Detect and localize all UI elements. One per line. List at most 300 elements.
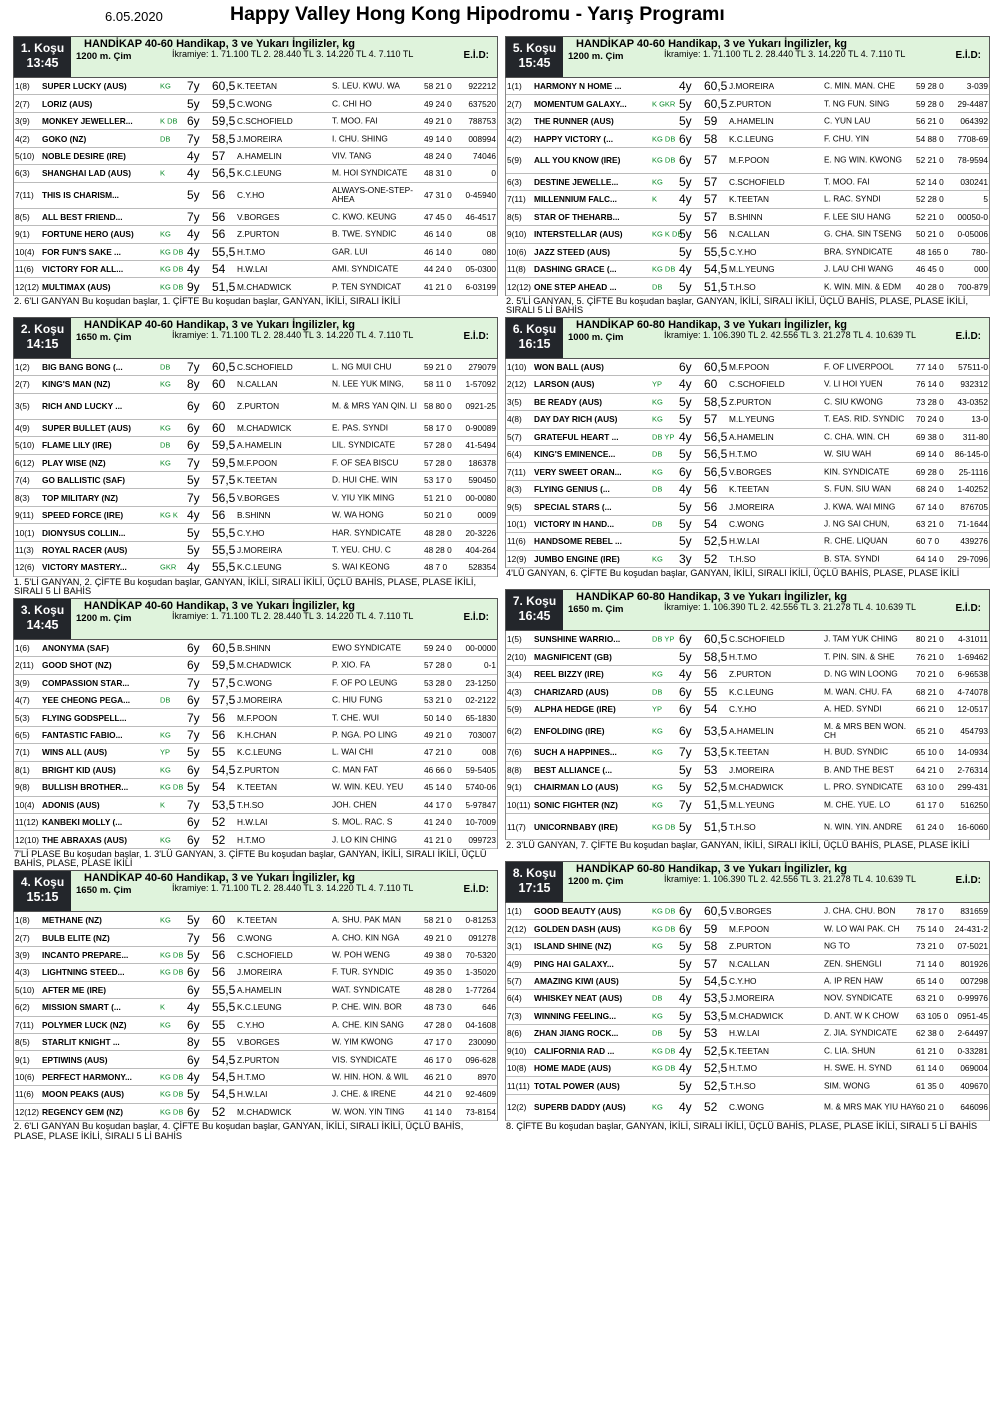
recent-form: 16-6060 bbox=[957, 821, 988, 832]
horse-name: SPECIAL STARS (... bbox=[534, 501, 612, 512]
recent-form: 0-33281 bbox=[957, 1045, 988, 1056]
owner-name: M. HOI SYNDICATE bbox=[332, 167, 408, 178]
runner-number: 4(3) bbox=[15, 967, 30, 978]
jockey-name: M.F.POON bbox=[237, 457, 278, 468]
race-title: HANDİKAP 60-80 Handikap, 3 ve Yukarı İngilizler, kg bbox=[576, 318, 848, 331]
recent-form: 831659 bbox=[960, 906, 988, 917]
runner-row bbox=[506, 278, 989, 295]
horse-name: ONE STEP AHEAD ... bbox=[534, 281, 617, 292]
jockey-name: C.SCHOFIELD bbox=[237, 362, 293, 373]
owner-name: V. YIU YIK MING bbox=[332, 492, 395, 503]
horse-age: 5y bbox=[187, 525, 200, 540]
recent-form: 08 bbox=[486, 229, 496, 240]
jockey-name: H.W.LAI bbox=[237, 817, 268, 828]
race-prize: İkramiye: 1. 71.100 TL 2. 28.440 TL 3. 14.220 TL 4. 7.110 TL bbox=[172, 49, 414, 59]
runner-number: 3(4) bbox=[507, 669, 522, 680]
runner-number: 10(6) bbox=[15, 1072, 35, 1083]
runner-number: 4(7) bbox=[15, 695, 30, 706]
runner-number: 10(6) bbox=[507, 246, 527, 257]
owner-name: C. CHI HO bbox=[332, 98, 372, 109]
jockey-name: H.W.LAI bbox=[729, 536, 760, 547]
equipment-codes: KG bbox=[160, 229, 171, 239]
horse-weight: 52,5 bbox=[704, 534, 728, 549]
rating-stats: 70 21 0 bbox=[916, 669, 944, 680]
equipment-codes: KG DB bbox=[652, 906, 676, 916]
race-header bbox=[505, 36, 990, 78]
horse-name: RICH AND LUCKY ... bbox=[42, 401, 123, 412]
horse-weight: 56,5 bbox=[704, 464, 728, 479]
recent-form: 030241 bbox=[960, 176, 988, 187]
recent-form: 4-31011 bbox=[958, 634, 988, 645]
horse-weight: 55 bbox=[212, 1035, 226, 1050]
rating-stats: 61 35 0 bbox=[916, 1080, 944, 1091]
race-time: 14:15 bbox=[26, 336, 59, 351]
horse-name: AFTER ME (IRE) bbox=[42, 984, 107, 995]
rating-stats: 58 21 0 bbox=[424, 915, 452, 926]
rating-stats: 65 14 0 bbox=[916, 975, 944, 986]
runner-row bbox=[14, 559, 497, 576]
rating-stats: 68 24 0 bbox=[916, 484, 944, 495]
owner-name: J. CHE. & IRENE bbox=[332, 1088, 397, 1099]
jockey-name: K.TEETAN bbox=[729, 1045, 769, 1056]
race-title: HANDİKAP 40-60 Handikap, 3 ve Yukarı İngilizler, kg bbox=[84, 599, 356, 612]
horse-name: FLYING GODSPELL... bbox=[42, 712, 127, 723]
runner-row bbox=[506, 130, 989, 147]
jockey-name: V.BORGES bbox=[237, 211, 280, 222]
horse-age: 5y bbox=[187, 913, 200, 928]
rating-stats: 58 17 0 bbox=[424, 422, 452, 433]
owner-name: A. IP REN HAW bbox=[824, 975, 884, 986]
equipment-codes: KG DB bbox=[652, 134, 676, 144]
jockey-name: M.CHADWICK bbox=[729, 782, 784, 793]
owner-name: H. SWE. H. SYND bbox=[824, 1062, 892, 1073]
owner-name: T. NG FUN. SING bbox=[824, 98, 890, 109]
race-title: HANDİKAP 40-60 Handikap, 3 ve Yukarı İngilizler, kg bbox=[84, 318, 356, 331]
rating-stats: 52 21 0 bbox=[916, 211, 944, 222]
rating-stats: 40 28 0 bbox=[916, 281, 944, 292]
owner-name: AMI. SYNDICATE bbox=[332, 263, 399, 274]
recent-form: 528354 bbox=[468, 562, 496, 573]
horse-name: SUNSHINE WARRIO... bbox=[534, 634, 621, 645]
horse-weight: 55,5 bbox=[212, 982, 236, 997]
horse-age: 5y bbox=[187, 188, 200, 203]
horse-name: STARLIT KNIGHT ... bbox=[42, 1037, 120, 1048]
race-distance: 1650 m. Çim bbox=[76, 884, 132, 896]
runner-row bbox=[14, 1051, 497, 1068]
recent-form: 922212 bbox=[468, 81, 496, 92]
runner-number: 2(7) bbox=[15, 379, 30, 390]
horse-name: ALPHA HEDGE (IRE) bbox=[534, 704, 616, 715]
owner-name: J. KWA. WAI MING bbox=[824, 501, 896, 512]
owner-name: Z. JIA. SYNDICATE bbox=[824, 1027, 898, 1038]
jockey-name: M.L.YEUNG bbox=[729, 799, 775, 810]
recent-form: 00-0000 bbox=[465, 642, 496, 653]
horse-age: 5y bbox=[187, 1087, 200, 1102]
horse-age: 4y bbox=[679, 429, 692, 444]
runner-row bbox=[14, 244, 497, 261]
runner-number: 5(9) bbox=[507, 155, 522, 166]
horse-age: 4y bbox=[187, 227, 200, 242]
recent-form: 091278 bbox=[468, 932, 496, 943]
owner-name: K. WIN. MIN. & EDM bbox=[824, 281, 901, 292]
horse-name: KANBEKI MOLLY (... bbox=[42, 817, 123, 828]
horse-weight: 55,5 bbox=[704, 244, 728, 259]
race-number: 6. Koşu bbox=[512, 321, 557, 336]
race-distance: 1200 m. Çim bbox=[76, 612, 132, 624]
horse-weight: 55,5 bbox=[212, 525, 236, 540]
horse-weight: 60,5 bbox=[212, 79, 236, 94]
jockey-name: K.C.LEUNG bbox=[729, 686, 774, 697]
runner-number: 11(6) bbox=[15, 264, 34, 275]
equipment-codes: KG bbox=[652, 414, 663, 424]
race-number-badge bbox=[14, 37, 71, 77]
owner-name: P. NGA. PO LING bbox=[332, 729, 398, 740]
runner-row bbox=[14, 113, 497, 130]
eid-label: E.İ.D: bbox=[463, 330, 489, 342]
owner-name: L. NG MUI CHU bbox=[332, 361, 392, 372]
horse-age: 7y bbox=[187, 209, 200, 224]
horse-weight: 56,5 bbox=[212, 166, 236, 181]
horse-age: 5y bbox=[187, 745, 200, 760]
owner-name: J. NG SAI CHUN, bbox=[824, 518, 890, 529]
recent-form: 409670 bbox=[960, 1080, 988, 1091]
race-title: HANDİKAP 40-60 Handikap, 3 ve Yukarı İngilizler, kg bbox=[84, 38, 356, 50]
race-time: 17:15 bbox=[518, 881, 551, 895]
jockey-name: J.MOREIRA bbox=[729, 993, 775, 1004]
runner-number: 3(9) bbox=[15, 677, 30, 688]
runner-number: 7(4) bbox=[15, 475, 30, 486]
horse-weight: 60,5 bbox=[704, 79, 728, 94]
owner-name: F. CHU. YIN bbox=[824, 133, 870, 144]
owner-name: D. HUI CHE. WIN bbox=[332, 474, 398, 485]
runner-row bbox=[506, 394, 989, 411]
horse-age: 4y bbox=[679, 1100, 692, 1115]
race-title: HANDİKAP 60-80 Handikap, 3 ve Yukarı İngilizler, kg bbox=[576, 863, 848, 875]
owner-name: C. MIN. MAN. CHE bbox=[824, 80, 895, 91]
recent-form: 23-1250 bbox=[465, 677, 496, 688]
jockey-name: C.WONG bbox=[729, 1102, 765, 1113]
race-betting-note: 1. 5'Lİ GANYAN, 2. ÇİFTE Bu koşudan başlar, GANYAN, İKİLİ, SIRALI İKİLİ, ÜÇLÜ BAHİS, PLASE, PLASE İKİLİ, SIRALI 5 Lİ BAHİS bbox=[14, 576, 476, 597]
equipment-codes: KG bbox=[160, 730, 171, 740]
horse-age: 5y bbox=[679, 174, 692, 189]
recent-form: 788753 bbox=[468, 116, 496, 127]
equipment-codes: KG DB bbox=[160, 950, 184, 960]
runner-number: 5(3) bbox=[15, 712, 30, 723]
owner-name: P. CHE. WIN. BOR bbox=[332, 1001, 402, 1012]
horse-age: 5y bbox=[679, 1026, 692, 1041]
horse-age: 5y bbox=[679, 534, 692, 549]
recent-form: 0009 bbox=[477, 510, 496, 521]
rating-stats: 47 31 0 bbox=[424, 190, 452, 201]
horse-weight: 54,5 bbox=[212, 1052, 236, 1067]
recent-form: 24-431-2 bbox=[954, 923, 988, 934]
horse-age: 6y bbox=[187, 1017, 200, 1032]
equipment-codes: KG DB bbox=[160, 1107, 184, 1117]
horse-age: 4y bbox=[679, 1043, 692, 1058]
recent-form: 646 bbox=[482, 1002, 496, 1013]
horse-weight: 59,5 bbox=[212, 96, 236, 111]
rating-stats: 41 14 0 bbox=[424, 1106, 452, 1117]
jockey-name: Z.PURTON bbox=[237, 764, 280, 775]
rating-stats: 71 14 0 bbox=[916, 958, 944, 969]
equipment-codes: KG DB bbox=[652, 1046, 676, 1056]
recent-form: 186378 bbox=[468, 457, 496, 468]
horse-age: 5y bbox=[187, 780, 200, 795]
jockey-name: J.MOREIRA bbox=[237, 695, 283, 706]
owner-name: C. LIA. SHUN bbox=[824, 1045, 876, 1056]
owner-name: R. CHE. LIQUAN bbox=[824, 535, 888, 546]
runner-row bbox=[14, 999, 497, 1016]
horse-weight: 58,5 bbox=[704, 649, 728, 664]
rating-stats: 69 28 0 bbox=[916, 466, 944, 477]
recent-form: 70-5320 bbox=[465, 949, 496, 960]
runner-row bbox=[506, 516, 989, 533]
race-number: 7. Koşu bbox=[512, 594, 557, 609]
runner-row bbox=[506, 551, 989, 568]
owner-name: VIS. SYNDICATE bbox=[332, 1054, 397, 1065]
runner-row bbox=[14, 95, 497, 112]
runner-number: 12(12) bbox=[507, 281, 531, 292]
horse-weight: 55,5 bbox=[212, 1000, 236, 1015]
jockey-name: T.H.SO bbox=[729, 281, 756, 292]
jockey-name: B.SHINN bbox=[237, 510, 271, 521]
recent-form: 080 bbox=[482, 246, 496, 257]
horse-weight: 56,5 bbox=[704, 447, 728, 462]
runner-row bbox=[506, 744, 989, 761]
runner-row bbox=[14, 814, 497, 831]
runner-number: 2(12) bbox=[507, 923, 527, 934]
runner-number: 1(10) bbox=[507, 362, 527, 373]
rating-stats: 53 17 0 bbox=[424, 475, 452, 486]
recent-form: 230090 bbox=[468, 1037, 496, 1048]
runner-number: 8(3) bbox=[15, 492, 30, 503]
horse-age: 6y bbox=[187, 399, 200, 414]
owner-name: M. & MRS YAN QIN. LI bbox=[332, 400, 417, 411]
eid-label: E.İ.D: bbox=[955, 603, 981, 615]
horse-name: BEST ALLIANCE (... bbox=[534, 764, 613, 775]
horse-weight: 52,5 bbox=[704, 1043, 728, 1058]
horse-age: 4y bbox=[187, 560, 200, 575]
horse-age: 5y bbox=[679, 780, 692, 795]
runner-row bbox=[506, 920, 989, 937]
jockey-name: H.W.LAI bbox=[237, 1089, 268, 1100]
rating-stats: 49 14 0 bbox=[424, 133, 452, 144]
runner-number: 12(10) bbox=[15, 834, 39, 845]
horse-weight: 60,5 bbox=[704, 96, 728, 111]
recent-form: 6-03199 bbox=[465, 281, 496, 292]
race-card bbox=[505, 317, 990, 589]
horse-age: 5y bbox=[679, 279, 692, 294]
race-header bbox=[13, 317, 498, 359]
horse-age: 5y bbox=[187, 473, 200, 488]
runner-row bbox=[14, 744, 497, 761]
horse-name: BE READY (AUS) bbox=[534, 396, 603, 407]
horse-weight: 55,5 bbox=[212, 542, 236, 557]
rating-stats: 52 28 0 bbox=[916, 194, 944, 205]
recent-form: 6-96538 bbox=[957, 669, 988, 680]
owner-name: BRA. SYNDICATE bbox=[824, 246, 893, 257]
runner-row bbox=[14, 420, 497, 437]
horse-age: 5y bbox=[679, 412, 692, 427]
runner-number: 3(1) bbox=[507, 941, 522, 952]
runner-row bbox=[506, 990, 989, 1007]
runner-row bbox=[14, 226, 497, 243]
race-number: 4. Koşu bbox=[20, 874, 65, 889]
rating-stats: 53 21 0 bbox=[424, 695, 452, 706]
runner-row bbox=[14, 657, 497, 674]
runner-number: 6(12) bbox=[15, 457, 35, 468]
horse-name: MOON PEAKS (AUS) bbox=[42, 1089, 125, 1100]
horse-name: MISSION SMART (... bbox=[42, 1002, 121, 1013]
horse-age: 6y bbox=[679, 360, 692, 375]
jockey-name: K.TEETAN bbox=[237, 81, 277, 92]
horse-age: 6y bbox=[187, 640, 200, 655]
runner-number: 8(5) bbox=[15, 1037, 30, 1048]
race-number-badge bbox=[14, 599, 71, 639]
recent-form: 14-0934 bbox=[957, 747, 988, 758]
recent-form: 3-039 bbox=[966, 81, 988, 92]
horse-name: CHAIRMAN LO (AUS) bbox=[534, 782, 619, 793]
recent-form: 57511-0 bbox=[958, 362, 988, 373]
rating-stats: 54 88 0 bbox=[916, 133, 944, 144]
jockey-name: C.WONG bbox=[237, 98, 273, 109]
runner-number: 9(10) bbox=[507, 1045, 527, 1056]
runner-number: 10(4) bbox=[15, 246, 35, 257]
rating-stats: 58 11 0 bbox=[424, 379, 452, 390]
eid-label: E.İ.D: bbox=[463, 611, 489, 623]
runner-number: 11(3) bbox=[15, 544, 34, 555]
jockey-name: K.TEETAN bbox=[729, 484, 769, 495]
owner-name: M. WAN. CHU. FA bbox=[824, 686, 892, 697]
jockey-name: K.TEETAN bbox=[237, 782, 277, 793]
horse-weight: 51,5 bbox=[704, 279, 728, 294]
horse-weight: 52 bbox=[212, 815, 226, 830]
runner-number: 11(6) bbox=[15, 1089, 34, 1100]
horse-weight: 52,5 bbox=[704, 1061, 728, 1076]
jockey-name: A.HAMELIN bbox=[237, 440, 282, 451]
runner-number: 7(3) bbox=[507, 1010, 522, 1021]
rating-stats: 73 21 0 bbox=[916, 941, 944, 952]
recent-form: 780- bbox=[971, 246, 988, 257]
rating-stats: 60 21 0 bbox=[916, 1102, 944, 1113]
runner-row bbox=[14, 692, 497, 709]
horse-age: 7y bbox=[187, 490, 200, 505]
runner-number: 1(2) bbox=[15, 362, 30, 373]
runner-row bbox=[14, 640, 497, 657]
runner-number: 6(5) bbox=[15, 730, 30, 741]
runner-number: 6(4) bbox=[507, 449, 522, 460]
recent-form: 4-74078 bbox=[957, 686, 988, 697]
rating-stats: 58 80 0 bbox=[424, 401, 452, 412]
jockey-name: A.HAMELIN bbox=[237, 150, 282, 161]
race-distance: 1200 m. Çim bbox=[568, 876, 624, 887]
horse-name: ALL BEST FRIEND... bbox=[42, 211, 123, 222]
owner-name: F. TUR. SYNDIC bbox=[332, 966, 394, 977]
owner-name: W. YIM KWONG bbox=[332, 1036, 394, 1047]
race-time: 13:45 bbox=[26, 56, 59, 70]
horse-weight: 53,5 bbox=[704, 745, 728, 760]
jockey-name: Z.PURTON bbox=[729, 669, 772, 680]
jockey-name: H.T.MO bbox=[237, 1072, 266, 1083]
rating-stats: 41 21 0 bbox=[424, 281, 452, 292]
horse-age: 4y bbox=[679, 192, 692, 207]
rating-stats: 63 105 0 bbox=[916, 1010, 949, 1021]
horse-name: MILLENNIUM FALC... bbox=[534, 194, 617, 205]
runner-row bbox=[14, 964, 497, 981]
horse-weight: 60 bbox=[212, 420, 226, 435]
horse-name: REGENCY GEM (NZ) bbox=[42, 1106, 123, 1117]
horse-weight: 56 bbox=[212, 188, 226, 203]
recent-form: 064392 bbox=[960, 116, 988, 127]
horse-age: 7y bbox=[679, 797, 692, 812]
race-number-badge bbox=[14, 318, 71, 358]
horse-name: ADONIS (AUS) bbox=[42, 799, 100, 810]
owner-name: B. STA. SYNDI bbox=[824, 553, 880, 564]
jockey-name: Z.PURTON bbox=[237, 401, 280, 412]
runner-row bbox=[506, 797, 989, 814]
horse-age: 7y bbox=[679, 745, 692, 760]
recent-form: 590450 bbox=[468, 475, 496, 486]
runner-row bbox=[14, 130, 497, 147]
jockey-name: M.F.POON bbox=[729, 155, 770, 166]
jockey-name: V.BORGES bbox=[237, 492, 280, 503]
equipment-codes: KG DB bbox=[652, 264, 676, 274]
horse-name: POLYMER LUCK (NZ) bbox=[42, 1019, 127, 1030]
horse-weight: 56 bbox=[212, 965, 226, 980]
recent-form: 876705 bbox=[960, 501, 988, 512]
race-header bbox=[13, 36, 498, 78]
rating-stats: 44 21 0 bbox=[424, 1089, 452, 1100]
horse-name: DAY DAY RICH (AUS) bbox=[534, 414, 618, 425]
owner-name: L. RAC. SYNDI bbox=[824, 193, 881, 204]
eid-label: E.İ.D: bbox=[955, 50, 981, 61]
horse-name: BULB ELITE (NZ) bbox=[42, 932, 110, 943]
runner-number: 6(3) bbox=[507, 176, 522, 187]
rating-stats: 61 24 0 bbox=[916, 821, 944, 832]
jockey-name: N.CALLAN bbox=[729, 229, 770, 240]
recent-form: 43-0352 bbox=[957, 396, 988, 407]
rating-stats: 61 21 0 bbox=[916, 1045, 944, 1056]
jockey-name: N.CALLAN bbox=[729, 958, 770, 969]
runner-row bbox=[14, 165, 497, 182]
recent-form: 29-7096 bbox=[957, 553, 988, 564]
horse-weight: 51,5 bbox=[212, 279, 236, 294]
recent-form: 404-264 bbox=[465, 544, 496, 555]
horse-name: KING'S MAN (NZ) bbox=[42, 379, 111, 390]
runner-number: 8(5) bbox=[15, 211, 30, 222]
equipment-codes: DB YP bbox=[652, 432, 675, 442]
owner-name: M. & MRS MAK YIU HAY bbox=[824, 1101, 917, 1112]
horse-age: 6y bbox=[187, 982, 200, 997]
runner-number: 9(8) bbox=[15, 782, 30, 793]
horse-weight: 57 bbox=[704, 153, 718, 168]
rating-stats: 41 24 0 bbox=[424, 817, 452, 828]
owner-name: F. LEE SIU HANG bbox=[824, 211, 891, 222]
recent-form: 59-5405 bbox=[465, 764, 496, 775]
recent-form: 000 bbox=[974, 264, 988, 275]
horse-name: MOMENTUM GALAXY... bbox=[534, 98, 627, 109]
horse-age: 4y bbox=[187, 262, 200, 277]
horse-name: GRATEFUL HEART ... bbox=[534, 431, 619, 442]
horse-age: 5y bbox=[679, 1008, 692, 1023]
runner-number: 9(5) bbox=[507, 501, 522, 512]
horse-age: 5y bbox=[679, 762, 692, 777]
horse-name: SUPERB DADDY (AUS) bbox=[534, 1102, 626, 1113]
race-card bbox=[13, 598, 498, 870]
recent-form: 0-99976 bbox=[957, 993, 988, 1004]
equipment-codes: KG bbox=[652, 782, 663, 792]
equipment-codes: K GKR bbox=[652, 99, 676, 109]
